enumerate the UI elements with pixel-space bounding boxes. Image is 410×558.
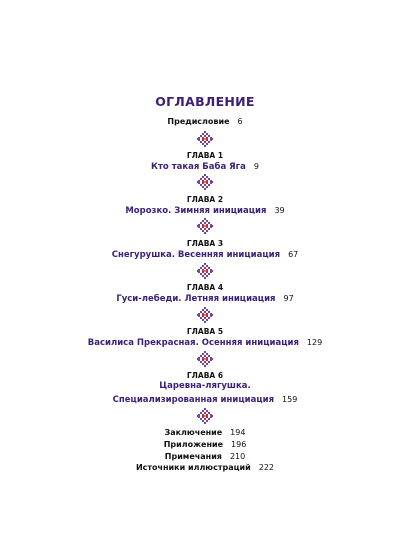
entry-page: 39 <box>274 206 285 215</box>
chapter-6-title-line1[interactable]: Царевна-лягушка. <box>159 381 251 391</box>
toc-heading: ОГЛАВЛЕНИЕ <box>155 94 255 109</box>
entry-page: 222 <box>258 463 275 472</box>
toc-entry-appendix[interactable] <box>0 440 410 450</box>
entry-title: Источники иллюстраций <box>135 463 251 472</box>
entry-page: 97 <box>283 294 294 303</box>
toc-entry-illustration-sources[interactable] <box>0 463 410 473</box>
embroidery-ornament-icon <box>197 408 213 424</box>
entry-title: Василиса Прекрасная. Осенняя инициация <box>87 338 299 348</box>
entry-page: 194 <box>230 428 246 437</box>
chapter-6-label: ГЛАВА 6 <box>186 371 224 380</box>
chapter-1-label: ГЛАВА 1 <box>186 151 224 160</box>
chapter-3-label: ГЛАВА 3 <box>186 239 224 248</box>
entry-page: 67 <box>288 250 299 259</box>
toc-entry-preface[interactable] <box>0 117 410 127</box>
entry-page: 210 <box>229 452 246 461</box>
entry-page: 159 <box>282 395 298 404</box>
toc-entry-chapter-1[interactable] <box>0 161 410 173</box>
chapter-5-label: ГЛАВА 5 <box>186 327 224 336</box>
entry-page: 196 <box>231 440 247 449</box>
entry-title: Примечания <box>164 452 222 461</box>
embroidery-ornament-icon <box>197 351 213 367</box>
toc-entry-notes[interactable] <box>0 452 410 462</box>
entry-title: Кто такая Баба Яга <box>151 162 246 172</box>
entry-title: Гуси-лебеди. Летняя инициация <box>116 294 276 304</box>
embroidery-ornament-icon <box>197 174 213 190</box>
entry-title: Снегурушка. Весенняя инициация <box>111 250 281 260</box>
entry-page: 129 <box>306 338 323 347</box>
embroidery-ornament-icon <box>197 131 213 147</box>
chapter-2-label: ГЛАВА 2 <box>186 195 224 204</box>
toc-entry-chapter-3[interactable] <box>0 249 410 261</box>
entry-title: Приложение <box>163 440 224 449</box>
embroidery-ornament-icon <box>197 307 213 323</box>
embroidery-ornament-icon <box>197 263 213 279</box>
toc-entry-conclusion[interactable] <box>0 428 410 438</box>
toc-entry-chapter-6[interactable] <box>0 394 410 406</box>
toc-entry-chapter-5[interactable] <box>0 337 410 349</box>
toc-entry-chapter-4[interactable] <box>0 293 410 305</box>
chapter-4-label: ГЛАВА 4 <box>186 283 224 292</box>
toc-entry-chapter-2[interactable] <box>0 205 410 217</box>
entry-title: Заключение <box>164 428 223 437</box>
entry-page: 9 <box>253 162 259 171</box>
entry-title: Морозко. Зимняя инициация <box>125 206 267 216</box>
entry-title: Специализированная инициация <box>112 395 275 405</box>
entry-page: 6 <box>237 117 243 126</box>
entry-title: Предисловие <box>167 117 230 126</box>
embroidery-ornament-icon <box>197 218 213 234</box>
